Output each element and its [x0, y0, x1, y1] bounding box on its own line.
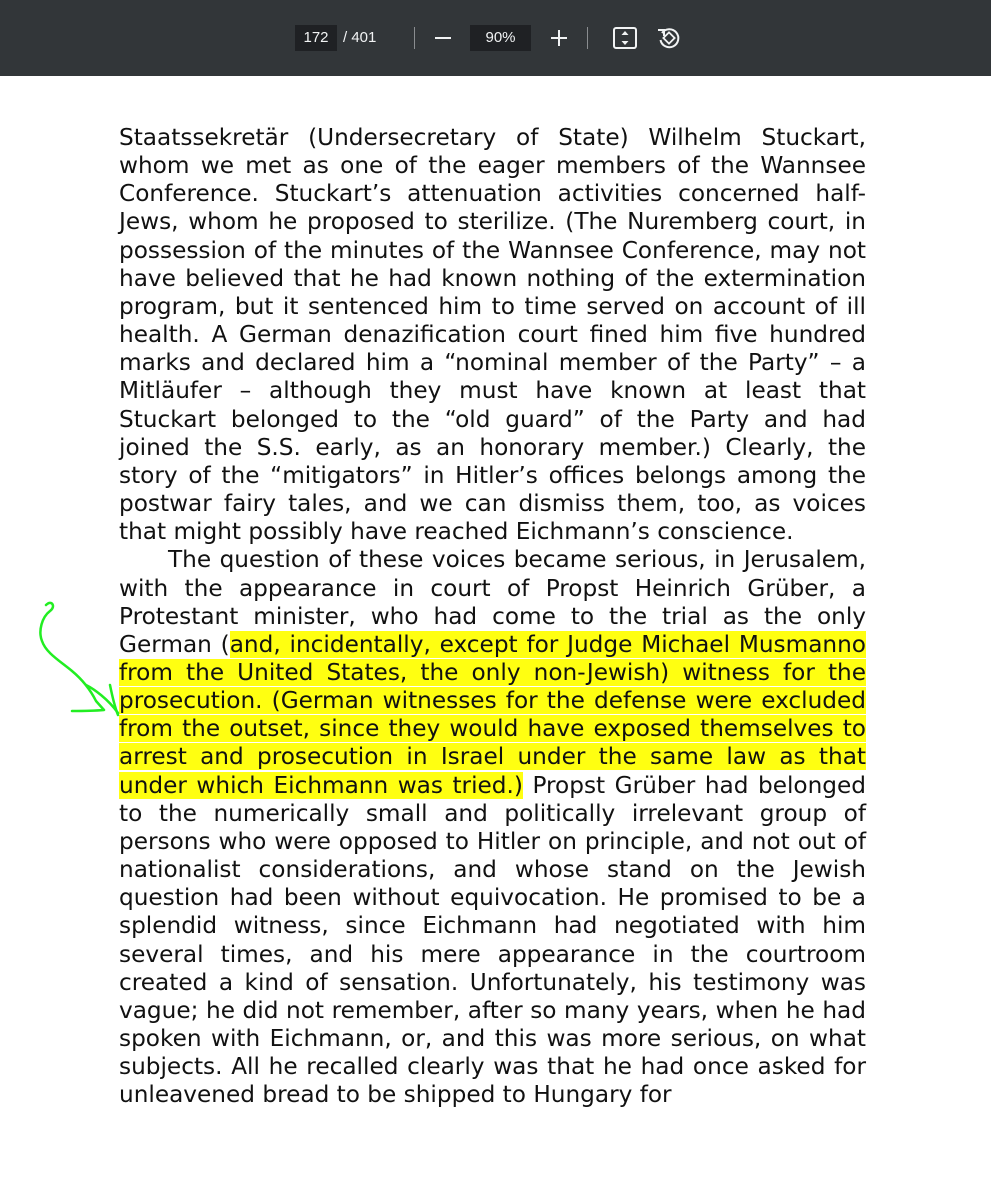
highlighted-text: and, incidentally, except for Judge Michael Musmanno from the United States, the only non-Jewish) witness for the prosecution. (German witnesses for the defense were excluded from the outset, since they would have exposed themselves to arrest and prosecution in Israel under the same law as that under which Eichmann was tried.) — [119, 630, 866, 799]
fit-to-page-button[interactable] — [611, 24, 639, 52]
zoom-in-button[interactable] — [545, 24, 573, 52]
toolbar-divider — [587, 27, 588, 49]
paragraph: Staatssekretär (Undersecretary of State) Wilhelm Stuckart, whom we met as one of the eager members of the Wannsee Conference. Stuckart’s attenuation activities concerned half-Jews, whom he proposed to sterilize. (The Nuremberg court, in possession of the minutes of the Wannsee Conference, may not have believed that he had known nothing of the extermination program, but it sentenced him to time served on account of ill health. A German denazification court fined him five hundred marks and declared him a “nominal member of the Party” – a Mitläufer – although they must have known at least that Stuckart belonged to the “old guard” of the Party and had joined the S.S. early, as an honorary member.) Clearly, the story of the “mitigators” in Hitler’s offices belongs among the postwar fairy tales, and we can dismiss them, too, as voices that might possibly have reached Eichmann’s conscience. — [119, 124, 866, 546]
rotate-button[interactable] — [655, 24, 683, 52]
fit-page-icon — [612, 26, 638, 50]
plus-icon — [549, 28, 569, 48]
minus-icon — [433, 28, 453, 48]
pdf-toolbar — [0, 0, 991, 76]
page-total: / 401 — [343, 29, 377, 46]
text-run: The question of these voices became serious, in Jerusalem, with the appearance in court of Propst Heinrich Grüber, a Protestant minister, who had come to the trial as the only German ( — [119, 546, 866, 658]
page-number-input[interactable]: 172 — [295, 25, 337, 51]
text-run: Propst Grüber had belonged to the numerically small and politically irrelevant group of persons who were opposed to Hitler on principle, and not out of nationalist considerations, and whose stand on the Jewish question had been without equivocation. He promised to be a splendid witness, since Eichmann had negotiated with him several times, and his mere appearance in the courtroom created a kind of sensation. Unfortunately, his testimony was vague; he did not remember, after so many years, when he had spoken with Eichmann, or, and this was more serious, on what subjects. All he recalled clearly was that he had once asked for unleavened bread to be shipped to Hungary for — [119, 771, 866, 1109]
paragraph — [119, 546, 866, 1109]
zoom-input[interactable]: 90% — [470, 25, 531, 51]
hand-drawn-arrow-icon — [30, 597, 130, 722]
toolbar-divider — [414, 27, 415, 49]
rotate-icon — [656, 25, 682, 51]
document-text — [119, 124, 866, 1109]
zoom-out-button[interactable] — [429, 24, 457, 52]
